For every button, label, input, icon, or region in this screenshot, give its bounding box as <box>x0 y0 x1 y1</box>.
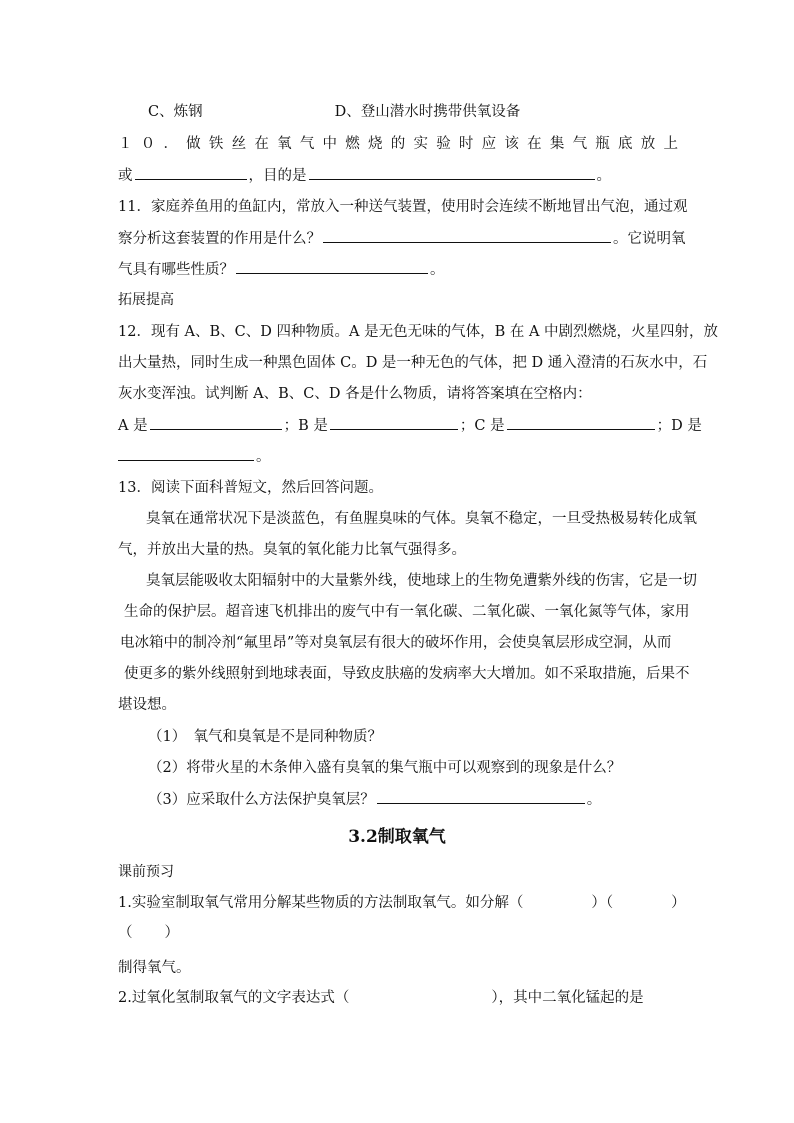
q13-sub2: （2）将带火星的木条伸入盛有臭氧的集气瓶中可以观察到的现象是什么？ <box>148 760 622 776</box>
q10-end: 。 <box>596 168 611 184</box>
q10-or-label: 或 <box>118 168 133 184</box>
q13-sub3 <box>118 789 678 810</box>
p2-question: 2.过氧化氢制取氧气的文字表达式（ <box>118 990 350 1006</box>
q9-options <box>118 102 678 122</box>
q12-line2: 出大量热，同时生成一种黑色固体 C。D 是一种无色的气体，把 D 通入澄清的石灰水中，石 <box>118 355 708 371</box>
q12-end: 。 <box>256 449 271 465</box>
q13-p2-line4: 使更多的紫外线照射到地球表面，导致皮肤癌的发病率大大增加。如不采取措施，后果不 <box>124 666 690 682</box>
q12-answers-2 <box>118 446 678 467</box>
p1-separator: ）（ <box>591 895 614 911</box>
p2-line1 <box>118 988 678 1008</box>
q12-c-blank[interactable] <box>507 415 655 430</box>
q9-option-c: C、炼钢 <box>148 104 203 120</box>
q13-p2-line2: 生命的保护层。超音速飞机排出的废气中有一氧化碳、二氧化碳、一氧化氮等气体，家用 <box>124 604 690 620</box>
q13-line1: 13．阅读下面科普短文，然后回答问题。 <box>118 480 383 496</box>
q13-sub3-end: 。 <box>586 792 602 808</box>
q12-a-blank[interactable] <box>150 415 282 430</box>
p1-open-3: （ <box>118 925 133 941</box>
q12-c-label: ；C 是 <box>459 418 505 434</box>
section-preview: 课前预习 <box>118 864 174 880</box>
p1-line2 <box>118 923 678 943</box>
q12-line3: 灰水变浑浊。试判断 A、B、C、D 各是什么物质，请将答案填在空格内： <box>118 386 592 402</box>
q12-answers <box>118 415 702 436</box>
p1-close-3: ） <box>164 925 179 941</box>
q11-answer-blank-2[interactable] <box>236 259 428 274</box>
q10-answer-blank-2[interactable] <box>309 165 595 180</box>
q9-option-d: D、登山潜水时携带供氧设备 <box>334 104 521 120</box>
section-title: 3.2制取氧气 <box>348 827 446 847</box>
q11-answer-blank-1[interactable] <box>323 228 611 243</box>
q13-p2-line5: 堪设想。 <box>118 697 176 713</box>
q11-line1: 11．家庭养鱼用的鱼缸内，常放入一种送气装置，使用时会连续不断地冒出气泡，通过观 <box>118 199 688 215</box>
q12-b-label: ；B 是 <box>283 418 328 434</box>
p1-line1 <box>118 893 686 913</box>
q11-line3 <box>118 259 678 280</box>
q12-b-blank[interactable] <box>330 415 458 430</box>
q13-sub1: （1） 氧气和臭氧是不是同种物质？ <box>148 729 382 745</box>
q11-question-2-end: 气具有哪些性质？ <box>118 262 234 278</box>
q11-question-2-start: 。它说明氧 <box>613 231 686 247</box>
q12-d-label: ；D 是 <box>656 418 702 434</box>
q13-p2-line1: 臭氧层能吸收太阳辐射中的大量紫外线，使地球上的生物免遭紫外线的伤害，它是一切 <box>146 573 697 589</box>
q11-end: 。 <box>430 262 445 278</box>
q10-purpose-label: ，目的是 <box>248 168 307 184</box>
q10-answer-blank-1[interactable] <box>135 165 247 180</box>
q12-d-blank[interactable] <box>118 446 254 461</box>
q11-line2 <box>118 228 686 249</box>
q10-line2 <box>118 165 678 186</box>
p1-line3: 制得氧气。 <box>118 960 191 976</box>
p2-question-end: ），其中二氧化锰起的是 <box>491 990 644 1006</box>
q11-question-1: 察分析这套装置的作用是什么？ <box>118 231 321 247</box>
q13-p2-line3: 电冰箱中的制冷剂“氟里昂”等对臭氧层有很大的破坏作用，会使臭氧层形成空洞，从而 <box>120 635 672 651</box>
q12-line1: 12．现有 A、B、C、D 四种物质。A 是无色无味的气体，B 在 A 中剧烈燃烧，火星四射，放 <box>118 324 719 340</box>
section-extend: 拓展提高 <box>118 292 174 308</box>
p1-question: 1.实验室制取氧气常用分解某些物质的方法制取氧气。如分解（ <box>118 895 524 911</box>
q13-sub3-blank[interactable] <box>377 789 585 804</box>
q10-line1: １０．做铁丝在氧气中燃烧的实验时应该在集气瓶底放上 <box>118 136 678 152</box>
q12-a-label: A 是 <box>118 418 148 434</box>
p1-close: ） <box>671 895 686 911</box>
q13-p1-line2: 气，并放出大量的热。臭氧的氧化能力比氧气强得多。 <box>118 542 466 558</box>
q13-sub3-question: （3）应采取什么方法保护臭氧层？ <box>148 792 375 808</box>
q13-p1-line1: 臭氧在通常状况下是淡蓝色，有鱼腥臭味的气体。臭氧不稳定，一旦受热极易转化成氧 <box>146 511 697 527</box>
